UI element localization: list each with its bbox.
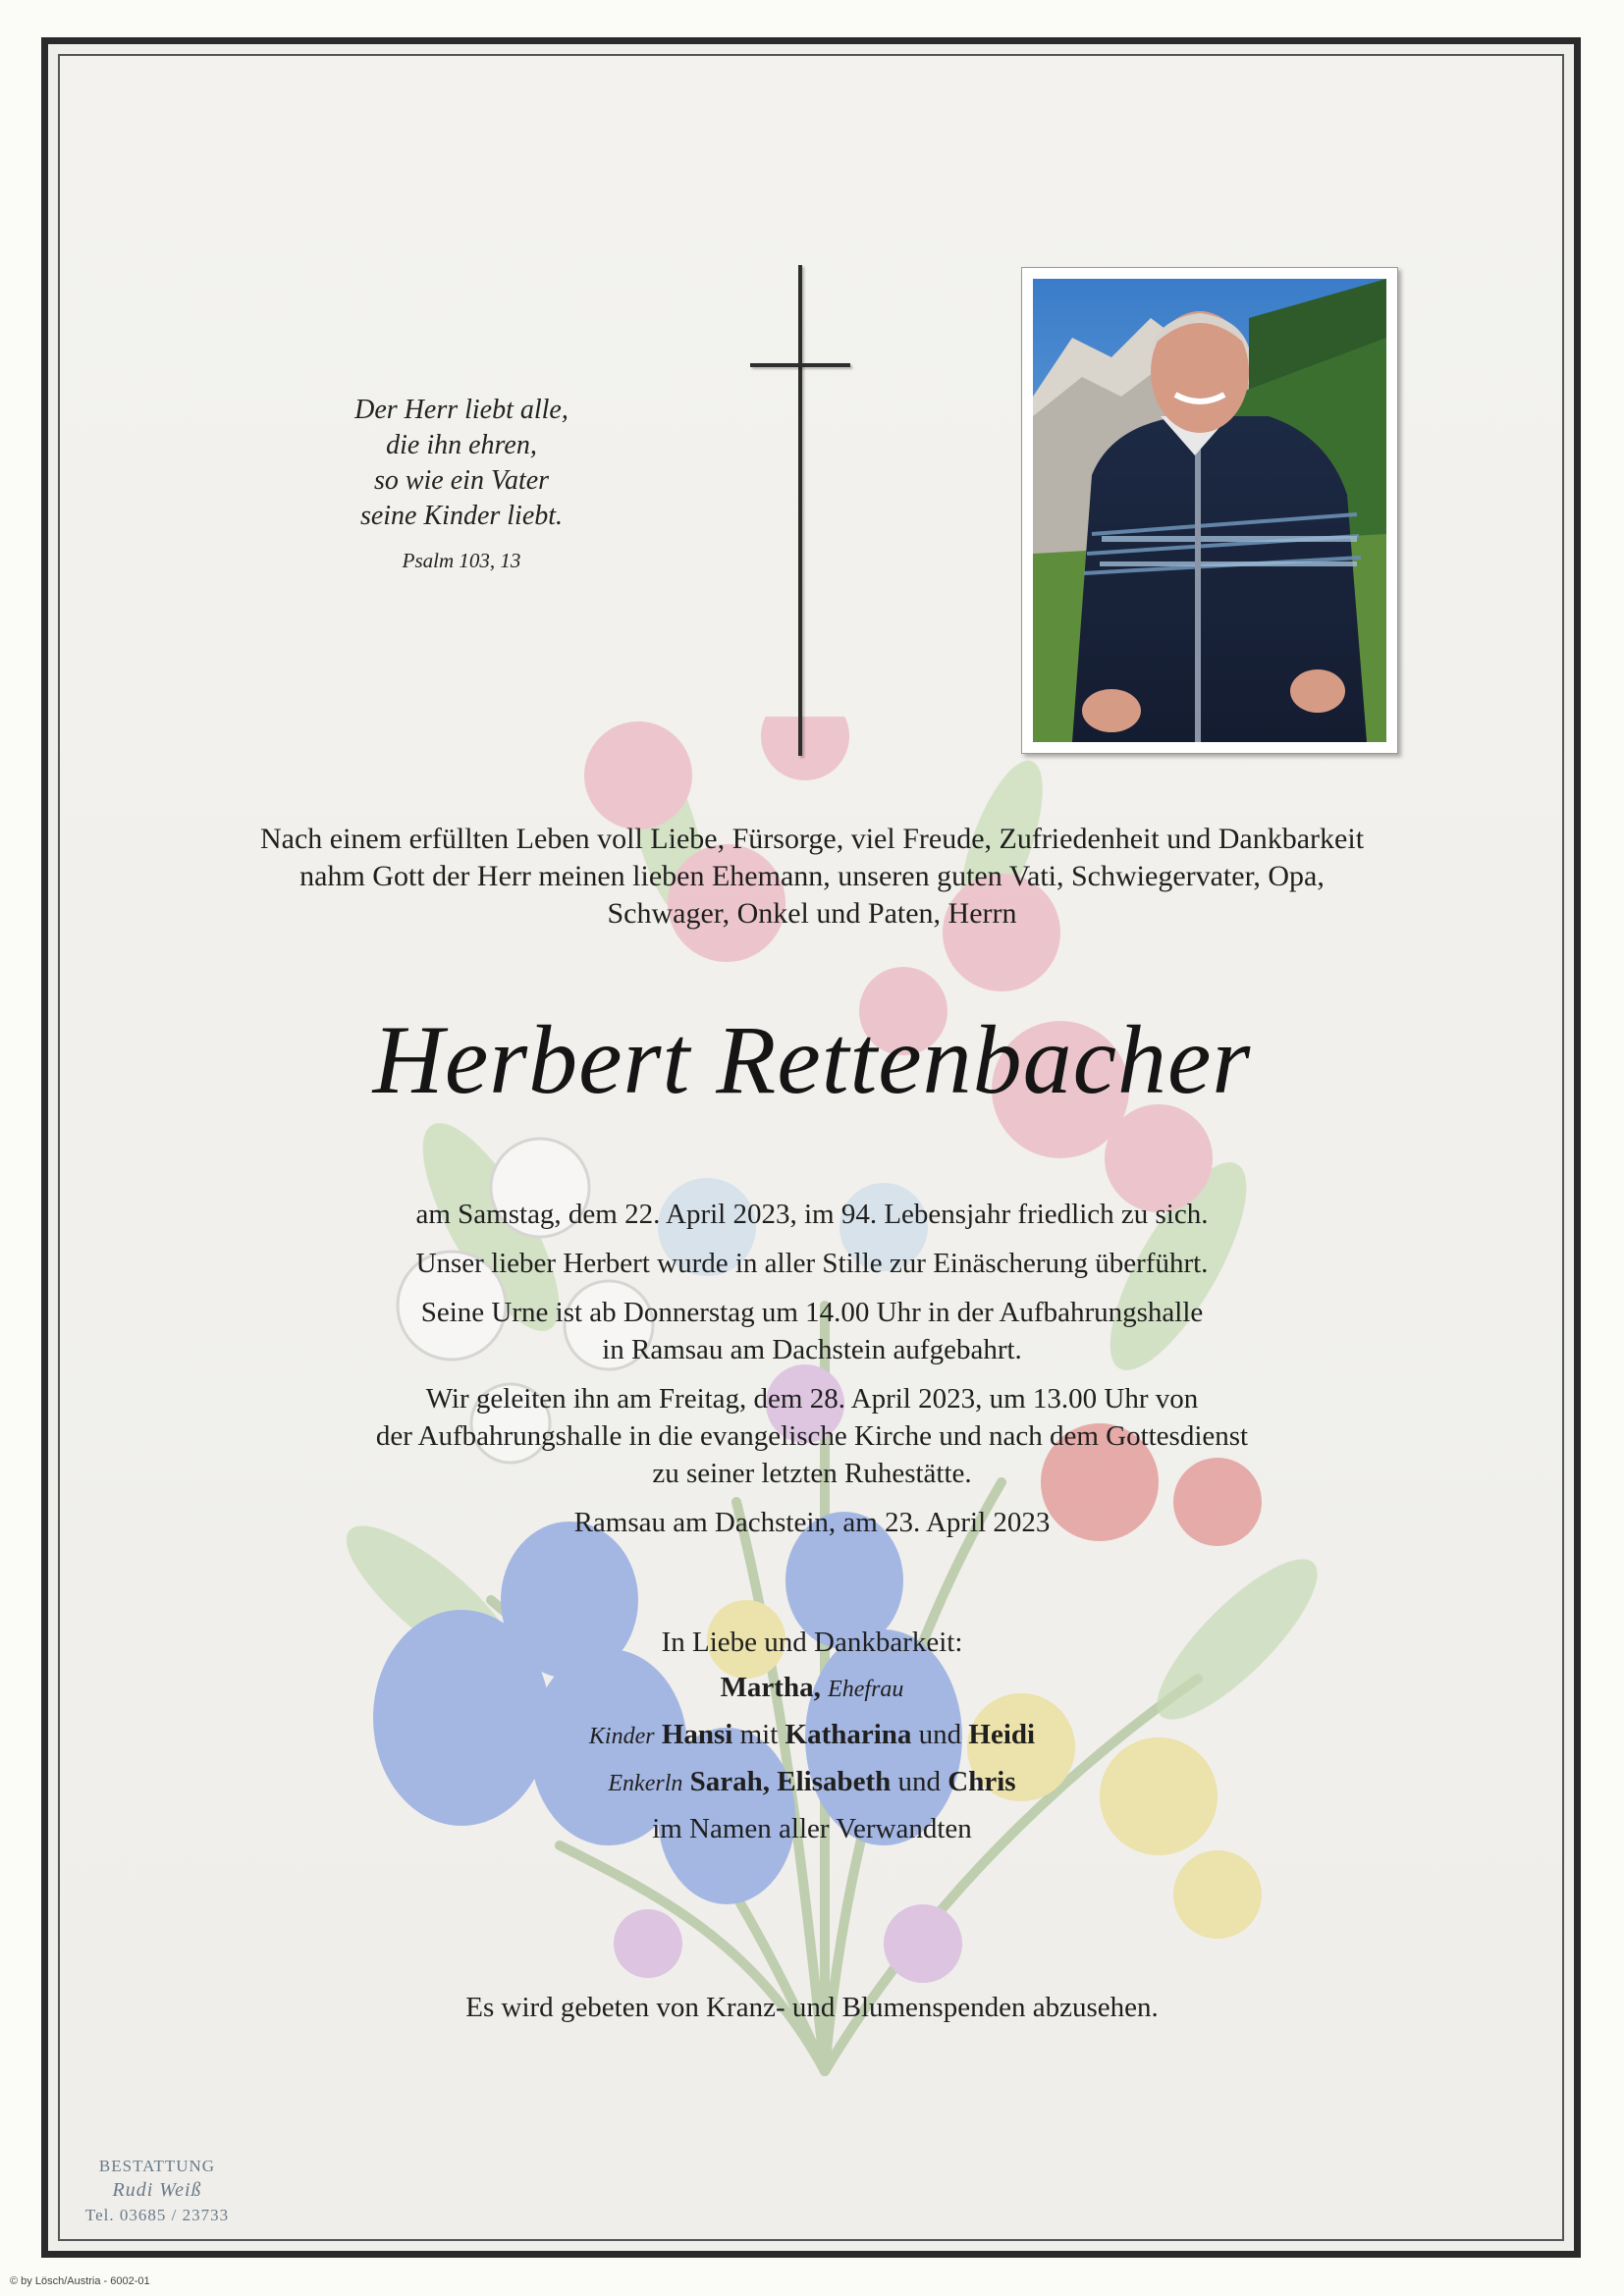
spouse-line [167,1665,1457,1712]
psalm-reference: Psalm 103, 13 [402,549,521,572]
child-name: Katharina [785,1719,912,1750]
cross-icon [746,265,854,756]
funeral-line: der Aufbahrungshalle in die evangelische Kirche und nach dem Gottesdienst [375,1420,1249,1452]
deceased-name: Herbert Rettenbacher [372,1005,1252,1114]
urn-line: Seine Urne ist ab Donnerstag um 14.00 Uhr in der Aufbahrungshalle [420,1297,1204,1328]
child-name: Heidi [968,1719,1036,1750]
mourners-list [167,1620,1457,1851]
children-line [167,1712,1457,1759]
psalm-line: die ihn ehren, [386,430,537,460]
copyright-note: © by Lösch/Austria - 6002-01 [10,2275,150,2287]
relatives-line: im Namen aller Verwandten [652,1813,972,1844]
psalm-line: so wie ein Vater [373,465,550,496]
place-date: Ramsau am Dachstein, am 23. April 2023 [573,1507,1051,1538]
child-name: Hansi [661,1719,733,1750]
funeral-home-name: Rudi Weiß [112,2179,202,2201]
intro-line: Nach einem erfüllten Leben voll Liebe, Fürsorge, viel Freude, Zufriedenheit und Dankbarkeit [259,823,1365,855]
children-label: Kinder [588,1724,655,1749]
portrait-photo [1033,279,1386,742]
death-notice: am Samstag, dem 22. April 2023, im 94. Lebensjahr friedlich zu sich. [415,1199,1209,1230]
funeral-line: Wir geleiten ihn am Freitag, dem 28. April 2023, um 13.00 Uhr von [425,1383,1199,1415]
closing-note: Es wird gebeten von Kranz- und Blumenspenden abzusehen. [465,1992,1159,2023]
grandchildren-names: Sarah, Elisabeth [689,1766,892,1797]
urn-notice [167,1294,1457,1368]
psalm-line: seine Kinder liebt. [359,501,564,531]
funeral-notice [167,1380,1457,1492]
joiner: mit [739,1719,779,1750]
intro-line: Schwager, Onkel und Paten, Herrn [607,897,1017,930]
spouse-name: Martha, [720,1672,821,1703]
grandchild-name: Chris [947,1766,1016,1797]
portrait-photo-frame [1021,267,1398,754]
funeral-line: zu seiner letzten Ruhestätte. [652,1458,972,1489]
psalm-quote [285,393,638,573]
joiner: und [918,1719,962,1750]
funeral-home-stamp [69,2154,245,2227]
cremation-notice: Unser lieber Herbert wurde in aller Stille zur Einäscherung überführt. [415,1248,1209,1279]
intro-line: nahm Gott der Herr meinen lieben Ehemann, unseren guten Vati, Schwiegervater, Opa, [299,860,1325,892]
urn-line: in Ramsau am Dachstein aufgebahrt. [602,1334,1022,1365]
spouse-role: Ehefrau [828,1677,904,1702]
funeral-home-label: BESTATTUNG [98,2157,216,2175]
grandchildren-line [167,1759,1457,1806]
intro-paragraph [167,821,1457,933]
psalm-line: Der Herr liebt alle, [354,395,568,425]
joiner: und [897,1766,942,1797]
mourners-heading: In Liebe und Dankbarkeit: [661,1627,963,1658]
funeral-home-phone: Tel. 03685 / 23733 [84,2206,230,2224]
obituary-details [167,1196,1457,1553]
grandchildren-label: Enkerln [608,1771,683,1796]
